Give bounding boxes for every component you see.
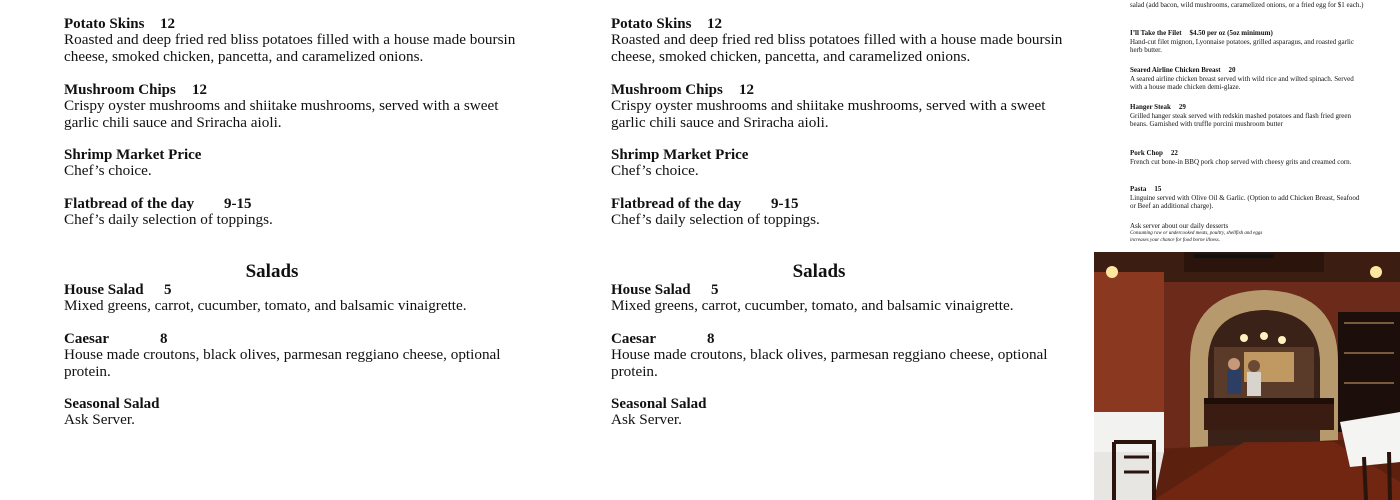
item-description: Roasted and deep fried red bliss potatoes filled with a house made boursin cheese, smoked chicken, pancetta, and caramelized onions. bbox=[64, 31, 516, 65]
item-name: Pasta bbox=[1130, 185, 1147, 193]
item-price: 12 bbox=[707, 16, 722, 32]
item-price: $4.50 per oz (5oz minimum) bbox=[1189, 29, 1273, 37]
mini-menu-page bbox=[1130, 0, 1366, 252]
item-name: Hanger Steak bbox=[1130, 103, 1171, 111]
menu-item-caesar bbox=[611, 331, 1071, 380]
item-price: 12 bbox=[192, 82, 207, 98]
item-description: French cut bone-in BBQ pork chop served with cheesy grits and creamed corn. bbox=[1130, 157, 1352, 166]
item-description: House made croutons, black olives, parmesan reggiano cheese, optional protein. bbox=[64, 346, 501, 380]
item-description: Crispy oyster mushrooms and shiitake mushrooms, served with a sweet garlic chili sauce and Sriracha aioli. bbox=[64, 97, 499, 131]
item-name: Shrimp Market Price bbox=[611, 147, 749, 163]
menu-page-left bbox=[64, 0, 524, 500]
item-name: Flatbread of the day bbox=[64, 196, 195, 212]
item-name: Seasonal Salad bbox=[611, 396, 707, 412]
mini-menu-item-pasta bbox=[1130, 185, 1366, 211]
restaurant-interior-photo bbox=[1094, 252, 1400, 500]
item-description: Ask Server. bbox=[64, 411, 135, 428]
item-name: Caesar bbox=[611, 331, 656, 347]
menu-item-seasonal-salad bbox=[611, 396, 1071, 429]
item-description: Hand-cut filet mignon, Lyonnaise potatoes, grilled asparagus, and roasted garlic herb butter. bbox=[1130, 37, 1354, 55]
item-description: Ask Server. bbox=[611, 411, 682, 428]
item-price: 5 bbox=[711, 282, 719, 298]
item-price: 12 bbox=[160, 16, 175, 32]
item-description: Grilled hanger steak served with redskin mashed potatoes and flash fried green beans. Garnished with truffle porcini mushroom butter bbox=[1130, 111, 1352, 129]
item-name: Pork Chop bbox=[1130, 149, 1163, 157]
mini-menu-item-chicken bbox=[1130, 66, 1366, 92]
menu-item-shrimp bbox=[611, 147, 1071, 180]
section-title-salads: Salads bbox=[245, 261, 299, 282]
item-description: Chef’s choice. bbox=[611, 162, 699, 179]
item-name: Seasonal Salad bbox=[64, 396, 160, 412]
item-name: I’ll Take the Filet bbox=[1130, 29, 1182, 37]
item-description: Chef’s daily selection of toppings. bbox=[611, 211, 820, 228]
menu-item-mushroom-chips bbox=[64, 82, 524, 131]
item-description: Chef’s daily selection of toppings. bbox=[64, 211, 273, 228]
item-description: Mixed greens, carrot, cucumber, tomato, and balsamic vinaigrette. bbox=[611, 297, 1014, 314]
menu-item-seasonal-salad bbox=[64, 396, 524, 429]
item-price: 5 bbox=[164, 282, 172, 298]
item-name: House Salad bbox=[611, 282, 691, 298]
item-name: Potato Skins bbox=[611, 16, 692, 32]
item-description: House made croutons, black olives, parmesan reggiano cheese, optional protein. bbox=[611, 346, 1048, 380]
menu-item-potato-skins bbox=[611, 16, 1071, 65]
item-name: House Salad bbox=[64, 282, 144, 298]
item-name: Potato Skins bbox=[64, 16, 145, 32]
item-price: 8 bbox=[707, 331, 715, 347]
menu-item-potato-skins bbox=[64, 16, 524, 65]
item-name: Mushroom Chips bbox=[64, 82, 176, 98]
menu-item-flatbread bbox=[611, 196, 1071, 229]
item-price: 12 bbox=[739, 82, 754, 98]
mini-menu-item-hanger-steak bbox=[1130, 103, 1366, 129]
item-description: A seared airline chicken breast served with wild rice and wilted spinach. Served with a house made chicken demi-glaze. bbox=[1130, 74, 1354, 92]
item-price: 22 bbox=[1170, 149, 1178, 157]
item-price: 29 bbox=[1178, 103, 1186, 111]
item-price: 15 bbox=[1154, 185, 1162, 193]
item-description: Mixed greens, carrot, cucumber, tomato, and balsamic vinaigrette. bbox=[64, 297, 467, 314]
item-description: Chef’s choice. bbox=[64, 162, 152, 179]
mini-menu-item-filet bbox=[1130, 29, 1366, 55]
menu-item-flatbread bbox=[64, 196, 524, 229]
menu-item-mushroom-chips bbox=[611, 82, 1071, 131]
item-price: 9-15 bbox=[224, 196, 252, 212]
menu-item-house-salad bbox=[611, 282, 1071, 315]
menu-page-right bbox=[611, 0, 1071, 500]
item-price: 20 bbox=[1228, 66, 1236, 74]
item-name: Mushroom Chips bbox=[611, 82, 723, 98]
mini-menu-food-warning: Consuming raw or undercooked meats, poultry, shellfish and eggs increases your chance for food borne illness. bbox=[1130, 231, 1263, 243]
item-name: Shrimp Market Price bbox=[64, 147, 202, 163]
menu-item-caesar bbox=[64, 331, 524, 380]
item-description: Linguine served with Olive Oil & Garlic. (Option to add Chicken Breast, Seafood or Beef an additional charge). bbox=[1130, 193, 1360, 211]
item-price: 9-15 bbox=[771, 196, 799, 212]
item-name: Seared Airline Chicken Breast bbox=[1130, 66, 1221, 74]
item-description: Crispy oyster mushrooms and shiitake mushrooms, served with a sweet garlic chili sauce and Sriracha aioli. bbox=[611, 97, 1046, 131]
mini-menu-intro: salad (add bacon, wild mushrooms, caramelized onions, or a fried egg for $1 each.) bbox=[1130, 1, 1364, 9]
item-price: 8 bbox=[160, 331, 168, 347]
item-name: Flatbread of the day bbox=[611, 196, 742, 212]
mini-menu-item-pork-chop bbox=[1130, 149, 1366, 166]
menu-item-house-salad bbox=[64, 282, 524, 315]
menu-item-shrimp bbox=[64, 147, 524, 180]
item-name: Caesar bbox=[64, 331, 109, 347]
section-title-salads: Salads bbox=[792, 261, 846, 282]
mini-menu-desserts-note: Ask server about our daily desserts bbox=[1130, 222, 1229, 230]
item-description: Roasted and deep fried red bliss potatoes filled with a house made boursin cheese, smoked chicken, pancetta, and caramelized onions. bbox=[611, 31, 1063, 65]
